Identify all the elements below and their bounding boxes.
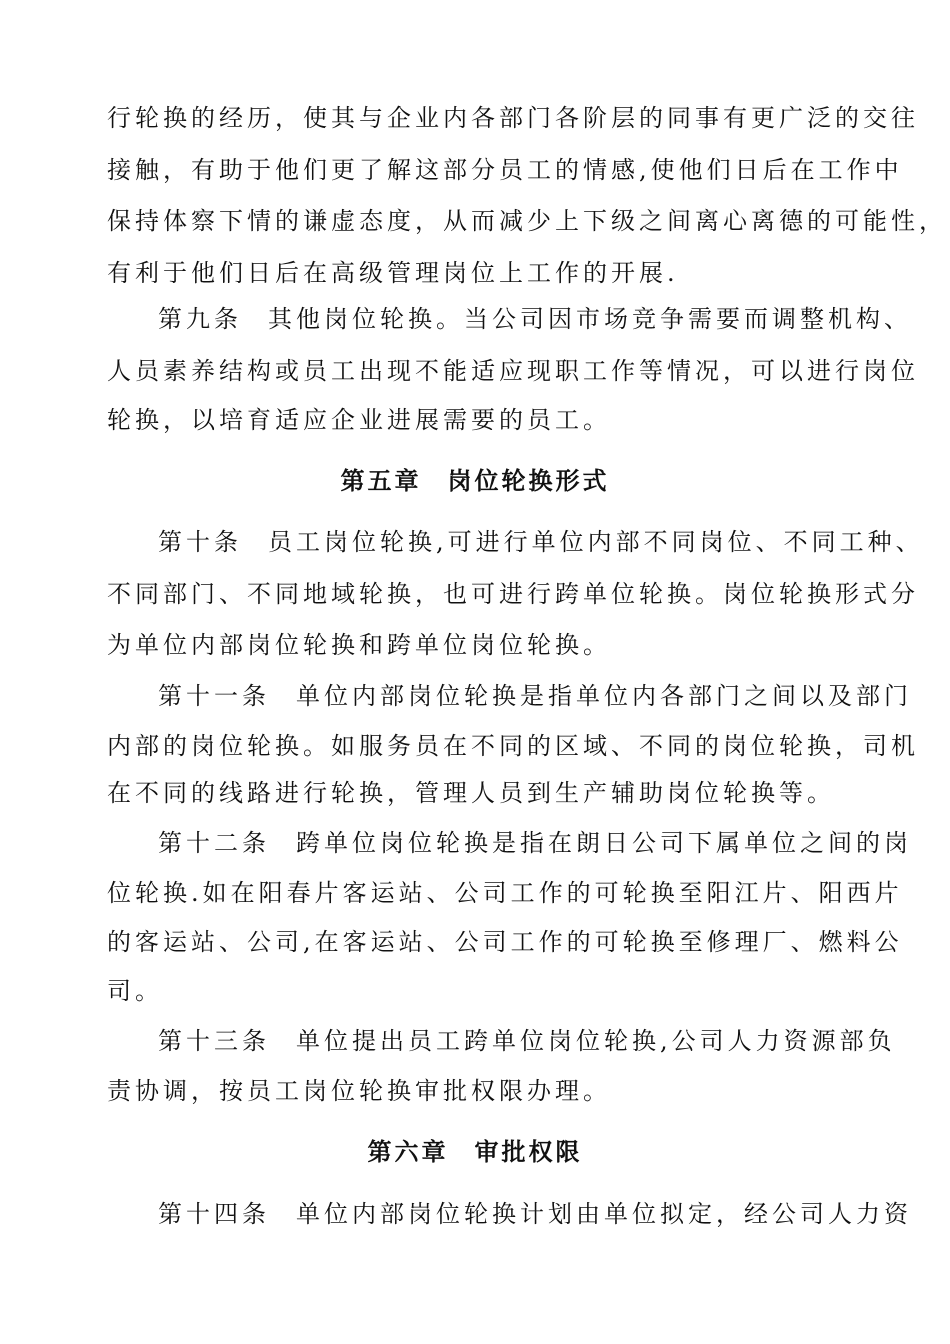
article-9-first-line <box>158 304 912 334</box>
paragraph-line: 行轮换的经历，使其与企业内各部门各阶层的同事有更广泛的交往 <box>107 104 919 132</box>
paragraph-line: 位轮换.如在阳春片客运站、公司工作的可轮换至阳江片、阳西片 <box>107 879 903 907</box>
article-text: 其他岗位轮换。当公司因市场竞争需要而调整机构、 <box>268 305 912 333</box>
paragraph-line: 内部的岗位轮换。如服务员在不同的区域、不同的岗位轮换，司机 <box>107 732 919 760</box>
article-text: 单位提出员工跨单位岗位轮换,公司人力资源部负 <box>296 1027 896 1055</box>
article-12-first-line <box>158 828 912 858</box>
paragraph-line: 为单位内部岗位轮换和跨单位岗位轮换。 <box>107 631 611 659</box>
article-text: 单位内部岗位轮换是指单位内各部门之间以及部门 <box>296 682 912 710</box>
paragraph-line: 的客运站、公司,在客运站、公司工作的可轮换至修理厂、燃料公 <box>107 928 903 956</box>
chapter-title: 审批权限 <box>474 1137 583 1166</box>
paragraph-line: 司。 <box>107 977 163 1005</box>
chapter-heading-5 <box>0 466 950 496</box>
chapter-title: 岗位轮换形式 <box>447 466 610 495</box>
article-label: 第十四条 <box>158 1200 270 1228</box>
paragraph-line: 保持体察下情的谦虚态度，从而减少上下级之间离心离德的可能性， <box>107 207 947 235</box>
paragraph-line: 有利于他们日后在高级管理岗位上工作的开展. <box>107 259 679 287</box>
paragraph-line: 责协调，按员工岗位轮换审批权限办理。 <box>107 1077 611 1105</box>
paragraph-line: 接触，有助于他们更了解这部分员工的情感,使他们日后在工作中 <box>107 156 903 184</box>
article-label: 第十三条 <box>158 1027 270 1055</box>
article-11-first-line <box>158 681 912 711</box>
article-text: 跨单位岗位轮换是指在朗日公司下属单位之间的岗 <box>296 829 912 857</box>
chapter-label: 第五章 <box>340 466 422 495</box>
paragraph-line: 人员素养结构或员工出现不能适应现职工作等情况，可以进行岗位 <box>107 357 919 385</box>
chapter-label: 第六章 <box>367 1137 449 1166</box>
article-13-first-line <box>158 1026 896 1056</box>
article-10-first-line <box>158 527 924 557</box>
article-label: 第十一条 <box>158 682 270 710</box>
article-label: 第九条 <box>158 305 242 333</box>
paragraph-line: 不同部门、不同地域轮换，也可进行跨单位轮换。岗位轮换形式分 <box>107 580 919 608</box>
chapter-heading-6 <box>0 1137 950 1167</box>
article-label: 第十二条 <box>158 829 270 857</box>
article-14-first-line <box>158 1199 912 1229</box>
article-text: 员工岗位轮换,可进行单位内部不同岗位、不同工种、 <box>268 528 924 556</box>
article-label: 第十条 <box>158 528 242 556</box>
article-text: 单位内部岗位轮换计划由单位拟定，经公司人力资 <box>296 1200 912 1228</box>
paragraph-line: 在不同的线路进行轮换，管理人员到生产辅助岗位轮换等。 <box>107 779 835 807</box>
paragraph-line: 轮换，以培育适应企业进展需要的员工。 <box>107 406 611 434</box>
